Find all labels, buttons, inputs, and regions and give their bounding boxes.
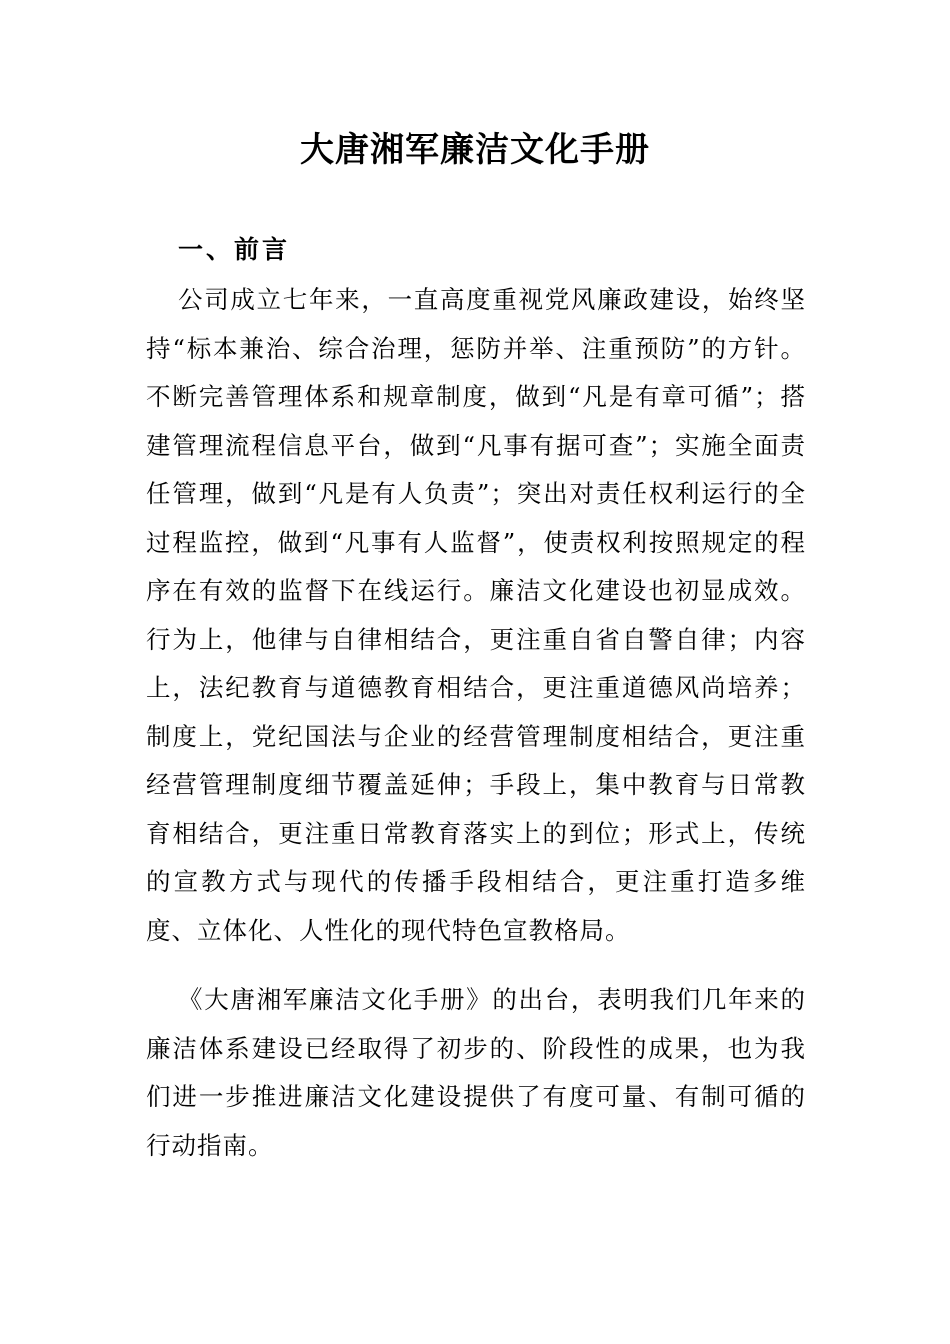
body-paragraph: 《大唐湘军廉洁文化手册》的出台，表明我们几年来的廉洁体系建设已经取得了初步的、阶段性的成果，也为我们进一步推进廉洁文化建设提供了有度可量、有制可循的行动指南。 [146,985,806,1160]
body-paragraph: 公司成立七年来，一直高度重视党风廉政建设，始终坚持“标本兼治、综合治理，惩防并举、注重预防”的方针。不断完善管理体系和规章制度，做到“凡是有章可循”；搭建管理流程信息平台，做到“凡事有据可查”；实施全面责任管理，做到“凡是有人负责”；突出对责任权利运行的全过程监控，做到“凡事有人监督”，使责权利按照规定的程序在有效的监督下在线运行。廉洁文化建设也初显成效。行为上，他律与自律相结合，更注重自省自警自律；内容上，法纪教育与道德教育相结合，更注重道德风尚培养；制度上，党纪国法与企业的经营管理制度相结合，更注重经营管理制度细节覆盖延伸；手段上，集中教育与日常教育相结合，更注重日常教育落实上的到位；形式上，传统的宣教方式与现代的传播手段相结合，更注重打造多维度、立体化、人性化的现代特色宣教格局。 [146,285,806,945]
section-heading-preface: 一、前言 [178,235,291,264]
document-title: 大唐湘军廉洁文化手册 [300,130,650,170]
